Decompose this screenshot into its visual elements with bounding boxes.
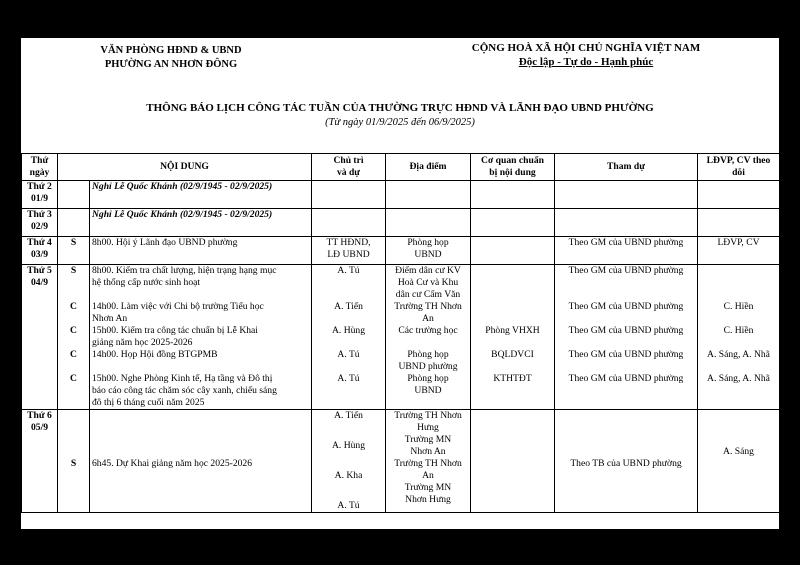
col-header-location: Địa điểm [386,154,471,181]
chair-cell: TT HĐND, LĐ UBND [312,237,386,265]
content-cell: 8h00. Kiểm tra chất lượng, hiện trạng hạng mục hệ thống cấp nước sinh hoạt 14h00. Làm việc với Chi bộ trường Tiểu học Nhơn An 15h00. Kiểm tra công tác chuẩn bị Lễ Khai giảng năm học 2025-2026 14h00. Họp Hội đồng BTGPMB 15h00. Nghe Phòng Kinh tế, Hạ tầng và Đô thị báo cáo công tác chăm sóc cây xanh, chiếu sáng đô thị 6 tháng cuối năm 2025 [90,265,312,410]
date-range: (Từ ngày 01/9/2025 đến 06/9/2025) [325,117,475,128]
location-cell: Phòng họp UBND [386,237,471,265]
col-header-content: NỘI DUNG [58,154,312,181]
day-cell: Thứ 6 05/9 [22,410,58,513]
session-cell: S C C C C [58,265,90,410]
col-header-attend: Tham dự [555,154,698,181]
attend-cell: Theo GM của UBND phường Theo GM của UBND phường Theo GM của UBND phường Theo GM của UBND phường Theo GM của UBND phường [555,265,698,410]
table-row [22,237,780,265]
document-page [21,38,779,529]
attend-cell: Theo GM của UBND phường [555,237,698,265]
monitor-cell: LĐVP, CV [698,237,780,265]
col-header-monitor: LĐVP, CV theo dõi [698,154,780,181]
schedule-table [21,153,779,513]
day-cell: Thứ 4 03/9 [22,237,58,265]
location-cell: Trường TH Nhơn Hưng Trường MN Nhơn An Trường TH Nhơn An Trường MN Nhơn Hưng [386,410,471,513]
nation-name: CỘNG HOÀ XÃ HỘI CHỦ NGHĨA VIỆT NAM [471,42,701,54]
location-cell: Điểm dân cư KV Hoà Cư và Khu dân cư Cẩm Văn Trường TH Nhơn An Các trường học Phòng họp UBND phường Phòng họp UBND [386,265,471,410]
table-header-row [22,154,780,181]
day-cell: Thứ 3 02/9 [22,209,58,237]
chair-cell: A. Tiến A. Hùng A. Kha A. Tú [312,410,386,513]
document-title: THÔNG BÁO LỊCH CÔNG TÁC TUẦN CỦA THƯỜNG TRỰC HĐND VÀ LÃNH ĐẠO UBND PHƯỜNG [146,102,654,114]
chair-cell: A. Tú A. Tiến A. Hùng A. Tú A. Tú [312,265,386,410]
session-cell: S [58,237,90,265]
col-header-day: Thứ ngày [22,154,58,181]
day-cell: Thứ 5 04/9 [22,265,58,410]
ward-name: PHƯỜNG AN NHƠN ĐÔNG [104,59,238,70]
issuing-office [71,44,271,72]
monitor-cell: C. Hiền C. Hiền A. Sáng, A. Nhã A. Sáng, A. Nhã [698,265,780,410]
table-row [22,410,780,513]
content-cell: 6h45. Dự Khai giảng năm học 2025-2026 [90,410,312,513]
content-cell: Nghỉ Lễ Quốc Khánh (02/9/1945 - 02/9/2025) [90,209,312,237]
table-row [22,265,780,410]
session-cell: S [58,410,90,513]
day-cell: Thứ 2 01/9 [22,181,58,209]
col-header-prep: Cơ quan chuẩn bị nội dung [471,154,555,181]
national-header [416,41,756,69]
prep-cell: Phòng VHXH BQLDVCI KTHTĐT [471,265,555,410]
table-row [22,209,780,237]
col-header-chair: Chủ trì và dự [312,154,386,181]
monitor-cell: A. Sáng [698,410,780,513]
content-cell: 8h00. Hội ý Lãnh đạo UBND phường [90,237,312,265]
content-cell: Nghỉ Lễ Quốc Khánh (02/9/1945 - 02/9/2025) [90,181,312,209]
national-motto: Độc lập - Tự do - Hạnh phúc [518,56,654,68]
attend-cell: Theo TB của UBND phường [555,410,698,513]
table-row [22,181,780,209]
office-name: VĂN PHÒNG HĐND & UBND [100,45,242,56]
